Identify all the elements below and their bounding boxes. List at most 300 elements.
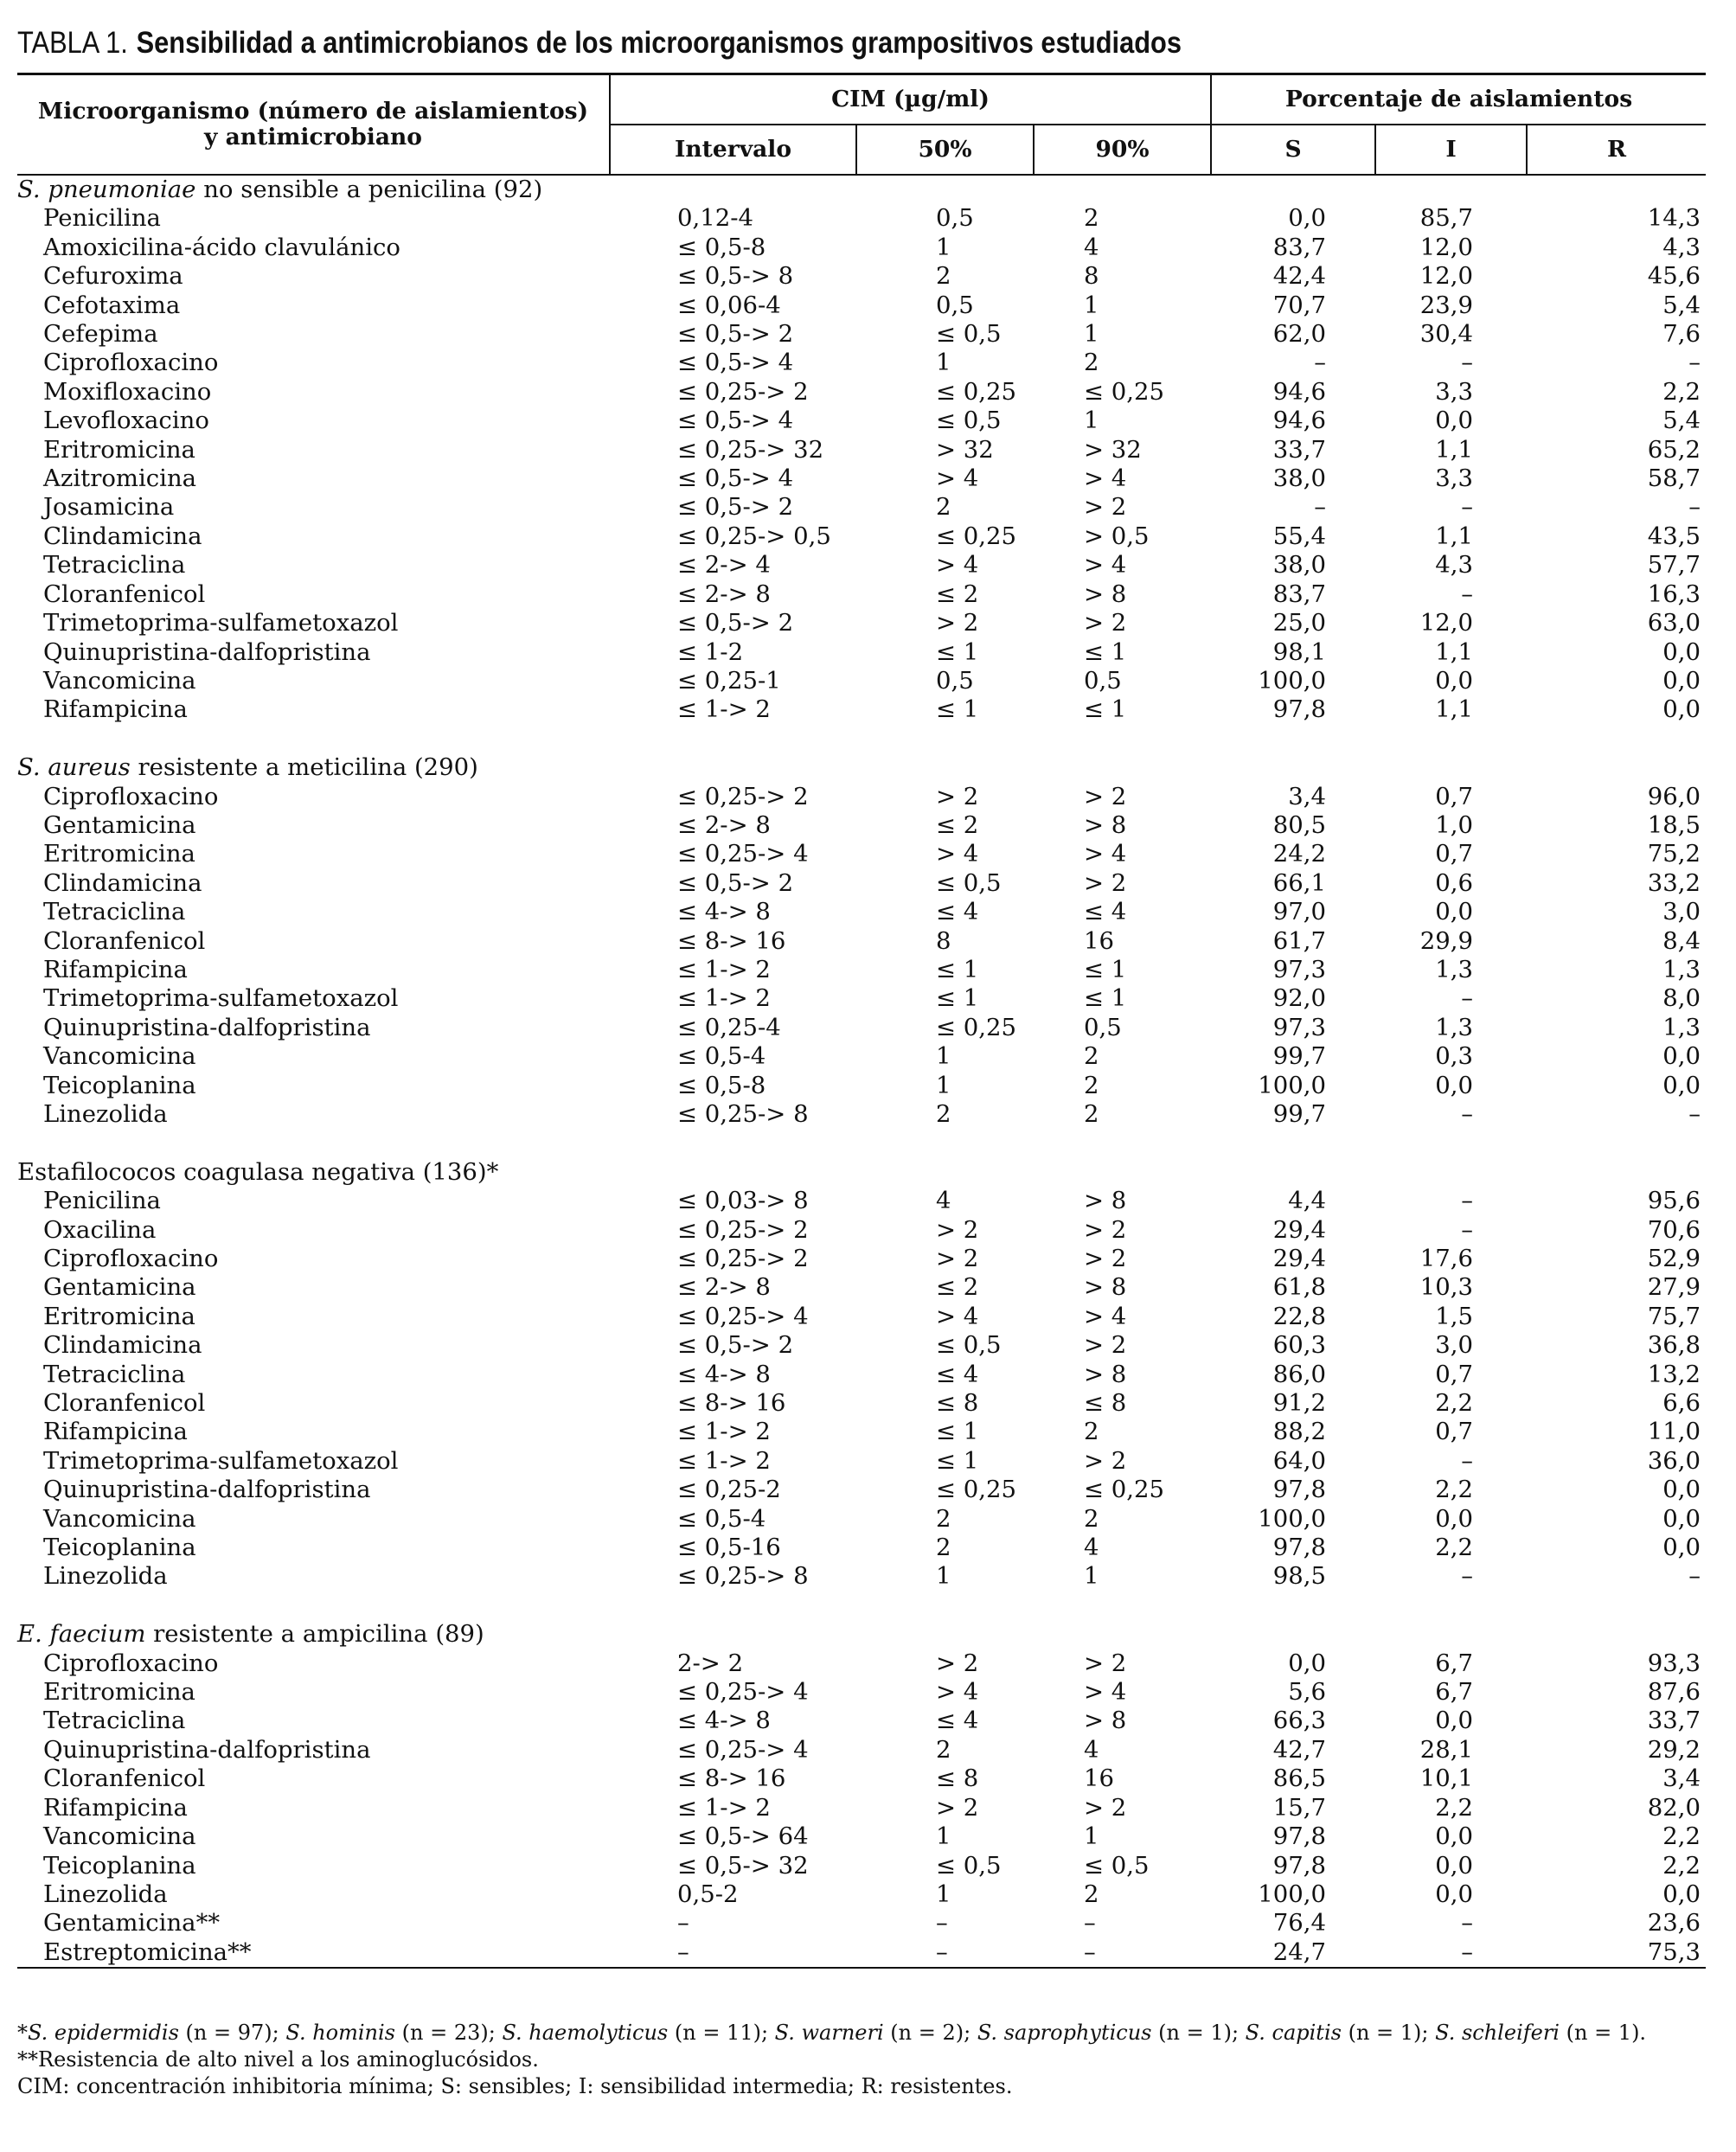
pct-s: 29,4 [1272, 1245, 1327, 1272]
pct-s: 86,5 [1272, 1765, 1327, 1793]
mic-50: ≤ 0,5 [936, 320, 1002, 349]
group-header-row [17, 1158, 1706, 1187]
pct-i: – [1461, 349, 1474, 377]
mic-range: ≤ 0,25-> 2 [677, 1245, 809, 1272]
pct-s: 97,8 [1272, 1476, 1327, 1504]
pct-i: 17,6 [1419, 1245, 1474, 1272]
pct-s: 25,0 [1272, 609, 1327, 637]
mic-range: ≤ 2-> 8 [677, 580, 771, 608]
drug-name: Oxacilina [43, 1215, 157, 1244]
mic-range: 0,5-2 [677, 1880, 739, 1908]
pct-r: 0,0 [1662, 666, 1701, 695]
pct-i: – [1461, 1215, 1474, 1244]
pct-r: 96,0 [1647, 782, 1701, 810]
pct-i: 0,7 [1435, 1418, 1474, 1446]
mic-50: 2 [936, 1534, 951, 1562]
table-row [17, 1273, 1706, 1302]
drug-name: Ciprofloxacino [43, 349, 219, 377]
table-row [17, 1765, 1706, 1793]
mic-range: ≤ 1-2 [677, 637, 744, 666]
group-name [17, 1620, 1706, 1649]
pct-r: 57,7 [1647, 551, 1701, 580]
mic-50: > 4 [936, 1302, 979, 1330]
drug-name: Ciprofloxacino [43, 1245, 219, 1272]
pct-i: 0,0 [1435, 666, 1474, 695]
header-organism-line1: Microorganismo (número de aislamientos) [37, 98, 589, 125]
footnote-species-count: (n = 1); [1151, 2021, 1246, 2045]
table-row [17, 1042, 1706, 1071]
drug-name: Quinupristina-dalfopristina [43, 1476, 371, 1504]
header-percentage: Porcentaje de aislamientos [1211, 74, 1706, 125]
pct-r: 2,2 [1662, 1851, 1701, 1880]
table-row [17, 1736, 1706, 1765]
table-row [17, 378, 1706, 407]
pct-r: 1,3 [1662, 1013, 1701, 1041]
drug-name: Josamicina [43, 493, 175, 522]
pct-i: 30,4 [1419, 320, 1474, 349]
mic-50: ≤ 8 [936, 1765, 979, 1793]
pct-r: 87,6 [1647, 1678, 1701, 1707]
pct-i: 12,0 [1419, 233, 1474, 261]
table-row [17, 1361, 1706, 1389]
drug-name: Amoxicilina-ácido clavulánico [43, 233, 400, 261]
table-row [17, 291, 1706, 320]
mic-range: ≤ 0,5-> 2 [677, 609, 794, 637]
drug-name: Vancomicina [43, 1822, 196, 1851]
header-r: R [1527, 125, 1706, 175]
mic-50: > 32 [936, 435, 994, 464]
table-row [17, 898, 1706, 926]
pct-i: 1,1 [1435, 522, 1474, 550]
pct-r: 65,2 [1647, 435, 1701, 464]
mic-90: > 8 [1084, 1187, 1127, 1215]
mic-range: – [677, 1909, 689, 1937]
pct-i: – [1461, 580, 1474, 608]
mic-90: 4 [1084, 233, 1099, 261]
pct-i: 1,3 [1435, 1013, 1474, 1041]
drug-name: Levofloxacino [43, 407, 209, 435]
mic-50: ≤ 2 [936, 1273, 979, 1302]
drug-name: Cloranfenicol [43, 926, 206, 955]
pct-i: – [1375, 1938, 1527, 1968]
mic-90: 16 [1084, 926, 1114, 955]
pct-s: 70,7 [1272, 291, 1327, 319]
pct-s: 94,6 [1272, 377, 1327, 406]
mic-range: ≤ 0,25-> 4 [677, 1735, 809, 1764]
mic-50: ≤ 1 [936, 695, 979, 724]
pct-s: 100,0 [1258, 1071, 1327, 1099]
pct-i: 1,1 [1435, 435, 1474, 464]
table-row [17, 1476, 1706, 1504]
table-row [17, 204, 1706, 233]
pct-r: 14,3 [1647, 204, 1701, 233]
footnote-species-name: S. warneri [774, 2021, 884, 2045]
mic-range: ≤ 2-> 4 [677, 551, 771, 580]
mic-90: 1 [1084, 1822, 1099, 1851]
mic-50: > 4 [936, 551, 979, 580]
mic-90: > 4 [1084, 1302, 1127, 1330]
table-row [17, 436, 1706, 464]
table-row [17, 783, 1706, 811]
mic-90: > 4 [1084, 464, 1127, 493]
mic-50: 0,5 [936, 666, 974, 695]
pct-i: 2,2 [1435, 1793, 1474, 1822]
footnote-species-name: S. capitis [1245, 2021, 1342, 2045]
pct-r: 3,4 [1662, 1765, 1701, 1793]
drug-name: Vancomicina [43, 1504, 196, 1533]
drug-name: Cloranfenicol [43, 1765, 206, 1793]
group-description: resistente a meticilina (290) [130, 753, 478, 782]
group-species: E. faecium [17, 1620, 146, 1649]
pct-r: 27,9 [1647, 1273, 1701, 1302]
table-row [17, 320, 1706, 349]
pct-s: 92,0 [1272, 984, 1327, 1013]
pct-r: 70,6 [1647, 1215, 1701, 1244]
table-row [17, 1822, 1706, 1851]
mic-50: 1 [936, 349, 951, 377]
pct-r: 33,2 [1647, 868, 1701, 897]
table-row [17, 956, 1706, 984]
mic-50: 4 [936, 1187, 951, 1215]
drug-name: Penicilina [43, 204, 161, 233]
mic-90: – [1084, 1909, 1096, 1937]
footnote-species-count: (n = 97); [178, 2021, 286, 2045]
group-header-row [17, 1620, 1706, 1649]
mic-range: ≤ 4-> 8 [677, 1707, 771, 1735]
pct-s: 55,4 [1272, 522, 1327, 550]
pct-r: – [1688, 349, 1701, 377]
pct-r: 16,3 [1647, 580, 1701, 608]
pct-i: 0,7 [1435, 840, 1474, 868]
table-row [17, 1447, 1706, 1476]
mic-range: ≤ 0,5-> 64 [677, 1822, 809, 1851]
mic-range: ≤ 0,25-> 8 [677, 1099, 809, 1128]
footnote-species-name: S. hominis [285, 2021, 395, 2045]
pct-r: 0,0 [1662, 637, 1701, 666]
mic-50: ≤ 0,25 [936, 377, 1017, 406]
drug-name: Gentamicina** [43, 1909, 221, 1937]
mic-90: 2 [1084, 1504, 1099, 1533]
pct-i: 1,1 [1435, 637, 1474, 666]
mic-range: ≤ 0,5-> 2 [677, 493, 794, 522]
pct-s: 24,7 [1211, 1938, 1375, 1968]
mic-90: > 2 [1084, 493, 1127, 522]
pct-r: 5,4 [1662, 407, 1701, 435]
mic-50: ≤ 2 [936, 580, 979, 608]
mic-range: ≤ 0,25-> 2 [677, 377, 809, 406]
pct-s: 100,0 [1258, 1880, 1327, 1908]
mic-90: 8 [1084, 262, 1099, 291]
mic-range: ≤ 1-> 2 [677, 1793, 771, 1822]
mic-50: > 4 [936, 840, 979, 868]
mic-90: > 2 [1084, 609, 1127, 637]
group-header-row [17, 753, 1706, 782]
drug-name: Moxifloxacino [43, 377, 212, 406]
pct-s: – [1314, 493, 1327, 522]
mic-50: ≤ 1 [936, 637, 979, 666]
mic-range: ≤ 0,5-> 2 [677, 868, 794, 897]
pct-s: 98,1 [1272, 637, 1327, 666]
mic-range: ≤ 0,5-> 4 [677, 464, 794, 493]
pct-i: 0,6 [1435, 868, 1474, 897]
pct-r: – [1688, 1099, 1701, 1128]
group-name [17, 175, 1706, 204]
mic-90: 4 [1084, 1534, 1099, 1562]
pct-s: 83,7 [1272, 580, 1327, 608]
mic-90: > 8 [1084, 1273, 1127, 1302]
table-row [17, 1389, 1706, 1418]
pct-s: 42,4 [1272, 262, 1327, 291]
table-row [17, 262, 1706, 291]
table-label: TABLA 1. [17, 26, 128, 60]
table-title [17, 19, 1182, 67]
mic-50: > 4 [936, 1678, 979, 1707]
mic-range: – [610, 1938, 856, 1968]
table-row [17, 667, 1706, 695]
table-row [17, 869, 1706, 898]
table-row [17, 234, 1706, 262]
pct-r: 0,0 [1662, 1476, 1701, 1504]
mic-90: ≤ 8 [1084, 1389, 1127, 1418]
mic-90: > 8 [1084, 580, 1127, 608]
pct-i: 0,7 [1435, 1360, 1474, 1388]
group-species: S. pneumoniae [17, 176, 196, 203]
mic-range: ≤ 8-> 16 [677, 1389, 786, 1418]
mic-90: > 8 [1084, 1707, 1127, 1735]
drug-name: Vancomicina [43, 666, 196, 695]
pct-s: 24,2 [1272, 840, 1327, 868]
mic-range: ≤ 0,5-> 2 [677, 1331, 794, 1360]
pct-r: 3,0 [1662, 898, 1701, 926]
group-header-row [17, 175, 1706, 204]
mic-range: ≤ 8-> 16 [677, 926, 786, 955]
pct-s: 100,0 [1258, 1504, 1327, 1533]
group-spacer [17, 1129, 1706, 1157]
mic-90: ≤ 0,5 [1084, 1851, 1150, 1880]
pct-i: 2,2 [1435, 1534, 1474, 1562]
pct-i: 0,7 [1435, 782, 1474, 810]
mic-range: ≤ 4-> 8 [677, 1360, 771, 1388]
pct-s: 97,0 [1272, 898, 1327, 926]
drug-name: Rifampicina [43, 695, 188, 724]
mic-90: 2 [1084, 1880, 1099, 1908]
table-row [17, 464, 1706, 493]
drug-name: Rifampicina [43, 955, 188, 983]
pct-s: 99,7 [1272, 1099, 1327, 1128]
drug-name: Cloranfenicol [43, 1389, 206, 1418]
pct-r: 75,7 [1647, 1302, 1701, 1330]
pct-i: 1,0 [1435, 810, 1474, 839]
pct-r: 1,3 [1662, 955, 1701, 983]
mic-50: ≤ 8 [936, 1389, 979, 1418]
mic-90: > 2 [1084, 868, 1127, 897]
pct-r: 0,0 [1662, 1071, 1701, 1099]
table-row [17, 407, 1706, 435]
mic-50: 1 [936, 1562, 951, 1591]
pct-s: 97,8 [1272, 1822, 1327, 1851]
pct-i: 85,7 [1419, 204, 1474, 233]
pct-s: 100,0 [1258, 666, 1327, 695]
footnote-species-count: (n = 1); [1341, 2021, 1436, 2045]
drug-name: Teicoplanina [43, 1534, 196, 1562]
mic-90: ≤ 1 [1084, 955, 1127, 983]
mic-50: 2 [936, 493, 951, 522]
drug-name: Rifampicina [43, 1793, 188, 1822]
drug-name: Clindamicina [43, 868, 202, 897]
pct-s: 61,7 [1272, 926, 1327, 955]
mic-90: ≤ 1 [1084, 695, 1127, 724]
pct-r: 23,6 [1647, 1909, 1701, 1937]
mic-50: ≤ 0,5 [936, 868, 1002, 897]
drug-name: Clindamicina [43, 1331, 202, 1360]
drug-name: Trimetoprima-sulfametoxazol [43, 609, 399, 637]
footnote-species-count: (n = 2); [883, 2021, 977, 2045]
pct-r: 58,7 [1647, 464, 1701, 493]
mic-90: ≤ 1 [1084, 637, 1127, 666]
pct-s: 0,0 [1288, 1649, 1327, 1677]
header-s: S [1211, 125, 1375, 175]
group-spacer [17, 1592, 1706, 1620]
mic-90: 2 [1084, 1099, 1099, 1128]
table-row [17, 1534, 1706, 1562]
group-name [17, 753, 1706, 782]
mic-50: ≤ 1 [936, 1418, 979, 1446]
pct-i: – [1461, 1562, 1474, 1591]
drug-name: Ciprofloxacino [43, 1649, 219, 1677]
header-intervalo: Intervalo [610, 125, 856, 175]
footnote-species-name: S. epidermidis [28, 2021, 179, 2045]
drug-name: Gentamicina [43, 810, 196, 839]
drug-name: Vancomicina [43, 1042, 196, 1071]
pct-s: 62,0 [1272, 320, 1327, 349]
mic-90: 2 [1084, 1071, 1099, 1099]
mic-50: 0,5 [936, 204, 974, 233]
mic-50: 1 [936, 1880, 951, 1908]
table-row [17, 1331, 1706, 1360]
mic-range: ≤ 0,5-> 4 [677, 349, 794, 377]
group-description: no sensible a penicilina (92) [195, 176, 543, 203]
drug-name: Eritromicina [43, 1302, 195, 1330]
pct-i: 3,3 [1435, 464, 1474, 493]
mic-50: > 2 [936, 609, 979, 637]
mic-90: ≤ 1 [1084, 984, 1127, 1013]
pct-r: 8,4 [1662, 926, 1701, 955]
pct-s: 91,2 [1272, 1389, 1327, 1418]
mic-range: 0,12-4 [677, 204, 754, 233]
table-row [17, 984, 1706, 1013]
table-row [17, 1100, 1706, 1129]
table-row [17, 1852, 1706, 1880]
drug-name: Trimetoprima-sulfametoxazol [43, 1446, 399, 1475]
table-row [17, 840, 1706, 868]
mic-90: 2 [1084, 1418, 1099, 1446]
mic-range: ≤ 0,03-> 8 [677, 1187, 809, 1215]
pct-s: 15,7 [1272, 1793, 1327, 1822]
mic-range: ≤ 0,25-1 [677, 666, 781, 695]
pct-r: 45,6 [1647, 262, 1701, 291]
table-row [17, 1072, 1706, 1100]
mic-50: ≤ 2 [936, 810, 979, 839]
footnote-aminoglycosides: **Resistencia de alto nivel a los aminoglucósidos. [17, 2047, 539, 2072]
mic-90: > 8 [1084, 1360, 1127, 1388]
mic-90: > 4 [1084, 840, 1127, 868]
table-body [17, 175, 1706, 1968]
pct-s: 97,3 [1272, 955, 1327, 983]
pct-r: 7,6 [1662, 320, 1701, 349]
table-row [17, 811, 1706, 840]
table-row [17, 1418, 1706, 1446]
pct-s: 22,8 [1272, 1302, 1327, 1330]
pct-i: – [1461, 984, 1474, 1013]
mic-90: ≤ 0,25 [1084, 377, 1165, 406]
pct-i: – [1461, 1909, 1474, 1937]
mic-50: – [936, 1909, 948, 1937]
mic-range: ≤ 0,5-> 8 [677, 262, 794, 291]
footnote-species-name: S. schleiferi [1435, 2021, 1560, 2045]
mic-50: 8 [936, 926, 951, 955]
pct-s: 60,3 [1272, 1331, 1327, 1360]
mic-range: ≤ 1-> 2 [677, 1418, 771, 1446]
pct-r: 29,2 [1647, 1735, 1701, 1764]
pct-i: 1,3 [1435, 955, 1474, 983]
mic-50: 1 [936, 1822, 951, 1851]
table-row [17, 1245, 1706, 1273]
pct-i: 12,0 [1419, 262, 1474, 291]
pct-i: 29,9 [1419, 926, 1474, 955]
drug-name: Tetraciclina [43, 551, 186, 580]
drug-name: Azitromicina [43, 464, 197, 493]
pct-r: 6,6 [1662, 1389, 1701, 1418]
pct-r: – [1688, 493, 1701, 522]
drug-name: Estreptomicina** [17, 1938, 610, 1968]
mic-90: 1 [1084, 291, 1099, 319]
pct-s: 97,3 [1272, 1013, 1327, 1041]
pct-r: 5,4 [1662, 291, 1701, 319]
group-species: S. aureus [17, 753, 131, 782]
drug-name: Eritromicina [43, 840, 195, 868]
pct-r: 2,2 [1662, 1822, 1701, 1851]
mic-90: 4 [1084, 1735, 1099, 1764]
pct-r: 18,5 [1647, 810, 1701, 839]
drug-name: Penicilina [43, 1187, 161, 1215]
mic-90: > 2 [1084, 1245, 1127, 1272]
pct-r: 52,9 [1647, 1245, 1701, 1272]
mic-range: ≤ 0,25-> 32 [677, 435, 824, 464]
mic-range: ≤ 8-> 16 [677, 1765, 786, 1793]
pct-s: 29,4 [1272, 1215, 1327, 1244]
pct-i: 28,1 [1419, 1735, 1474, 1764]
pct-r: 93,3 [1647, 1649, 1701, 1677]
pct-r: 43,5 [1647, 522, 1701, 550]
mic-range: ≤ 0,25-> 2 [677, 1215, 809, 1244]
group-name [17, 1158, 1706, 1187]
pct-i: – [1461, 1187, 1474, 1215]
pct-r: 13,2 [1647, 1360, 1701, 1388]
drug-name: Eritromicina [43, 1678, 195, 1707]
pct-r: 36,0 [1647, 1446, 1701, 1475]
pct-s: 88,2 [1272, 1418, 1327, 1446]
mic-range: ≤ 0,25-> 8 [677, 1562, 809, 1591]
pct-i: 10,1 [1419, 1765, 1474, 1793]
table-row [17, 1216, 1706, 1245]
pct-s: 33,7 [1272, 435, 1327, 464]
mic-range: ≤ 2-> 8 [677, 810, 771, 839]
group-spacer [17, 725, 1706, 753]
mic-90: > 4 [1084, 1678, 1127, 1707]
pct-s: 3,4 [1288, 782, 1327, 810]
mic-90: – [1034, 1938, 1211, 1968]
table-row [17, 1303, 1706, 1331]
